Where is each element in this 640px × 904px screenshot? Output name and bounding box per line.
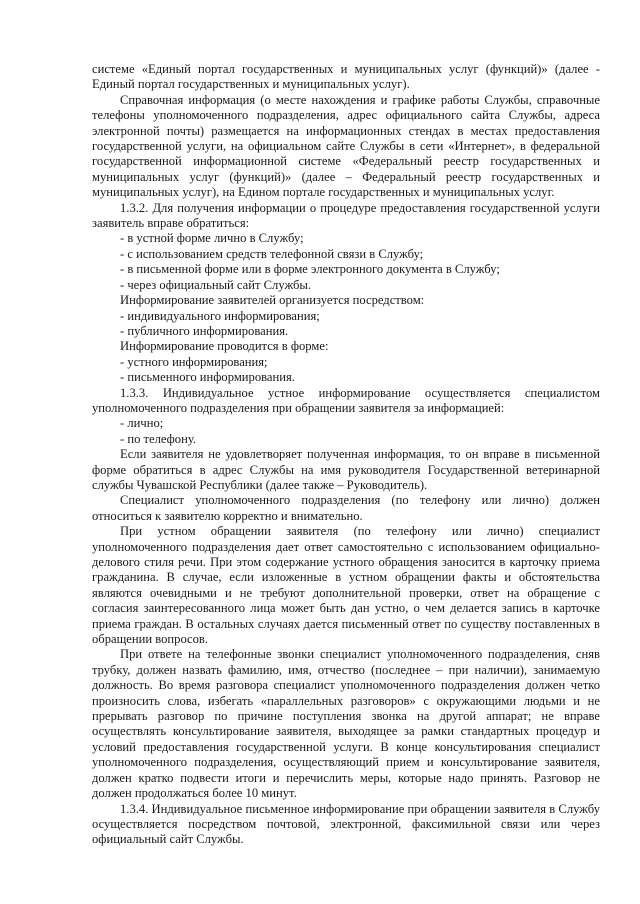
paragraph-phone-calls: При ответе на телефонные звонки специалист уполномоченного подразделения, сняв трубку, должен назвать фамилию, имя, отчество (последнее – при наличии), занимаемую должность. Во время разговора специалист уполномоченного подразделения должен четко произносить слова, избегать «параллельных разговоров» с окружающими людьми и не прерывать разговор по причине поступления звонка на другой аппарат; не вправе осуществлять консультирование заявителя, выходящее за рамки стандартных процедур и условий предоставления государственной услуги. В конце консультирования специалист уполномоченного подразделения, осуществляющий прием и консультирование заявителя, должен кратко подвести итоги и перечислить меры, которые надо принять. Разговор не должен продолжаться более 10 минут. bbox=[92, 647, 600, 801]
paragraph-1-3-3: 1.3.3. Индивидуальное устное информирование осуществляется специалистом уполномоченного подразделения при обращении заявителя за информацией: bbox=[92, 385, 600, 415]
list-item: - письменного информирования. bbox=[120, 370, 295, 385]
paragraph-oral-appeal: При устном обращении заявителя (по телефону или лично) специалист уполномоченного подразделения дает ответ самостоятельно с использованием официально-делового стиля речи. При этом содержание устного обращения заносится в карточку приема гражданина. В случае, если изложенные в устном обращении факты и обстоятельства являются очевидными и не требуют дополнительной проверки, ответ на обращение с согласия заинтересованного лица может быть дан устно, о чем делается запись в карточке приема граждан. В остальных случаях дается письменный ответ по существу поставленных в обращении вопросов. bbox=[92, 524, 600, 647]
list-item: - по телефону. bbox=[120, 431, 197, 446]
list-item: - индивидуального информирования; bbox=[120, 308, 320, 323]
list-heading-form: Информирование проводится в форме: bbox=[120, 339, 329, 354]
document-page bbox=[92, 62, 600, 848]
list-item: - через официальный сайт Службы. bbox=[120, 277, 312, 292]
list-item: - устного информирования; bbox=[120, 354, 268, 369]
list-item: - публичного информирования. bbox=[120, 323, 289, 338]
list-item: - с использованием средств телефонной связи в Службу; bbox=[120, 246, 424, 261]
list-item: - лично; bbox=[120, 416, 164, 431]
paragraph-dissatisfied-applicant: Если заявителя не удовлетворяет полученная информация, то он вправе в письменной форме обратиться в адрес Службы на имя руководителя Государственной ветеринарной службы Чувашской Республики (далее также – Руководитель). bbox=[92, 447, 600, 492]
list-item: - в письменной форме или в форме электронного документа в Службу; bbox=[120, 262, 500, 277]
list-heading-organization: Информирование заявителей организуется посредством: bbox=[120, 293, 425, 308]
paragraph-specialist-conduct: Специалист уполномоченного подразделения (по телефону или лично) должен относиться к заявителю корректно и внимательно. bbox=[92, 493, 600, 523]
paragraph-1-3-2: 1.3.2. Для получения информации о процедуре предоставления государственной услуги заявитель вправе обратиться: bbox=[92, 200, 600, 231]
list-item: - в устной форме лично в Службу; bbox=[120, 231, 304, 246]
paragraph-reference-info: Справочная информация (о месте нахождения и графике работы Службы, справочные телефоны уполномоченного подразделения, адрес официального сайта Службы, адреса электронной почты) размещается на информационных стендах в местах предоставления государственной услуги, на официальном сайте Службы в сети «Интернет», в федеральной государственной информационной системе «Федеральный реестр государственных и муниципальных услуг (функций)» (далее – Федеральный реестр государственных и муниципальных услуг), на Едином портале государственных и муниципальных услуг. bbox=[92, 92, 600, 200]
paragraph-portal-continuation: системе «Единый портал государственных и муниципальных услуг (функций)» (далее - Единый портал государственных и муниципальных услуг). bbox=[92, 62, 600, 92]
paragraph-1-3-4: 1.3.4. Индивидуальное письменное информирование при обращении заявителя в Службу осуществляется посредством почтовой, электронной, факсимильной связи или через официальный сайт Службы. bbox=[92, 801, 600, 847]
